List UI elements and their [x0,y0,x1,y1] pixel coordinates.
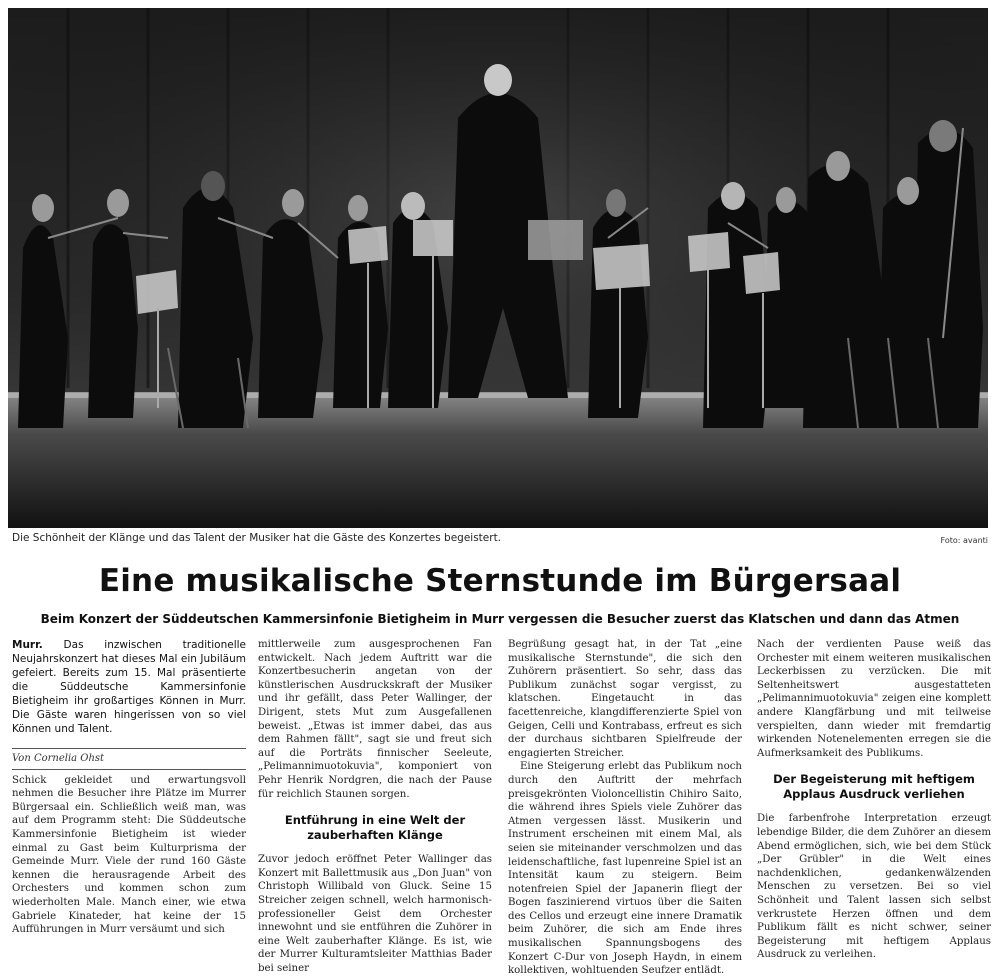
article-column-3 [508,638,742,978]
byline-rule-bottom [12,769,246,770]
dateline: Murr. [12,639,43,651]
subhead-begeisterung: Der Begeisterung mit heftigem Applaus Ausdruck verliehen [773,772,975,802]
body-paragraph: mittlerweile zum ausgesprochenen Fan entwickelt. Nach jedem Auftritt war die Konzertbesucherin angetan von der künstlerischen Ausdruckskraft der Musiker und ihr gefällt, dass Peter Wallinger, der Dirigent, stets Mut zum Ausgefallenen beweist. „Etwas ist immer dabei, das aus dem Rahmen fällt", sagt sie und freut sich auf die Porträts finnischer Seeleute, „Pelimannimuotokuvia", komponiert von Pehr Henrik Nordgren, die nach der Pause für reichlich Staunen sorgen. [258,639,492,800]
byline: Von Cornelia Ohst [12,753,105,764]
body-paragraph: Nach der verdienten Pause weiß das Orchester mit einem weiteren musikalischen Leckerbissen zu verzücken. Die mit Seltenheitswert ausgestatteten „Pelimannimuotokuvia" zeigen eine komplett andere Klangfärbung und mit teilweise verspielten, dann wieder mit fremdartig wirkenden Notenelementen erregen sie die Aufmerksamkeit des Publikums. [757,639,991,759]
concert-photo [8,8,988,528]
body-paragraph: Begrüßung gesagt hat, in der Tat „eine musikalische Sternstunde", die sich den Zuhörern präsentiert. So sehr, dass das Publikum zunächst sogar vergisst, zu klatschen. Eingetaucht in das facettenreiche, klangdifferenzierte Spiel von Geigen, Celli und Kontrabass, erfreut es sich der durchaus sichtbaren Spielfreude der engagierten Streicher. [508,639,742,759]
photo-credit: Foto: avanti [940,536,988,545]
body-paragraph: Zuvor jedoch eröffnet Peter Wallinger das Konzert mit Ballettmusik aus „Don Juan" von Christoph Willibald von Gluck. Seine 15 Streicher zeigen schnell, welch harmonisch-professioneller Geist dem Orchester innewohnt und sie entführen die Zuhörer in eine Welt zauberhafter Klänge. Es ist, wie der Murrer Kulturamtsleiter Matthias Bader bei seiner [258,854,492,974]
body-paragraph: Schick gekleidet und erwartungsvoll nehmen die Besucher ihre Plätze im Murrer Bürgersaal ein. Schließlich weiß man, was auf dem Programm steht: Die Süddeutsche Kammersinfonie Bietigheim ist wieder einmal zu Gast beim Kulturprisma der Gemeinde Murr. Viele der rund 160 Gäste kennen die herausragende Arbeit des Orchesters und kommen schon zum wiederholten Male. Manch einer, wie etwa Gabriele Kinateder, hat keine der 15 Aufführungen in Murr versäumt und sich [12,774,246,936]
photo-caption: Die Schönheit der Klänge und das Talent der Musiker hat die Gäste des Konzertes begeistert. [12,532,502,544]
article-column-4 [757,638,991,962]
subhead-entfuehrung: Entführung in eine Welt der zauberhaften Klänge [284,813,466,843]
article-subheadline: Beim Konzert der Süddeutschen Kammersinfonie Bietigheim in Murr vergessen die Besucher zuerst das Klatschen und dann das Atmen [40,612,960,626]
body-paragraph: Eine Steigerung erlebt das Publikum noch durch den Auftritt der mehrfach preisgekrönten Violoncellistin Chihiro Saito, die während ihres Spiels viele Zuhörer das Atmen vergessen lässt. Musikerin und Instrument erscheinen mit einem Mal, als seien sie miteinander verschmolzen und das leidenschaftliche, fast lupenreine Spiel ist an Intensität kaum zu steigern. Beim notenfreien Spiel der Japanerin fliegt der Bogen faszinierend virtuos über die Saiten des Cellos und erzeugt eine innere Dramatik beim Zuhörer, die sich am Ende ihres musikalischen Spannungsbogens des Konzert C-Dur von Joseph Haydn, in einem kollektiven, wohltuenden Seufzer entlädt. [508,761,742,977]
article-column-2 [258,638,492,975]
article-lead [12,638,246,736]
byline-rule-top [12,748,246,749]
article-column-1 [12,638,246,937]
body-paragraph: Die farbenfrohe Interpretation erzeugt lebendige Bilder, die dem Zuhörer an diesem Abend ermöglichen, sich, wie bei dem Stück „Der Grübler" in die Welt eines nachdenklichen, gedankenwälzenden Menschen zu versetzen. Bei so viel Schönheit und Talent lassen sich selbst verkrustete Herzen öffnen und dem Publikum fällt es nicht schwer, seiner Begeisterung mit heftigem Applaus Ausdruck zu verleihen. [757,813,991,961]
article-headline: Eine musikalische Sternstunde im Bürgersaal [98,563,902,599]
lead-text: Das inzwischen traditionelle Neujahrskonzert hat dieses Mal ein Jubiläum gefeiert. Bereits zum 15. Mal präsentierte die Süddeutsche Kammersinfonie Bietigheim ihr großartiges Können in Murr. Die Gäste waren hingerissen von so viel Können und Talent. [12,639,246,735]
